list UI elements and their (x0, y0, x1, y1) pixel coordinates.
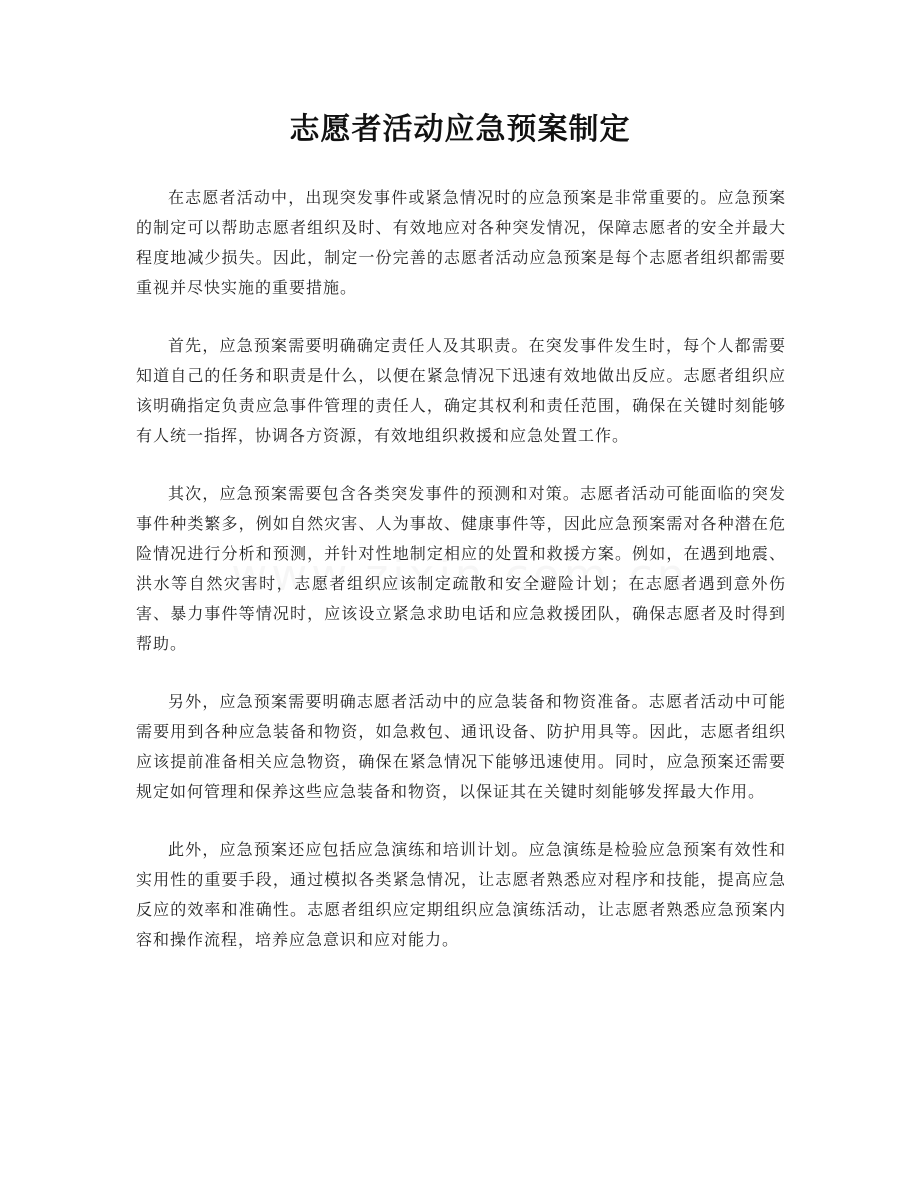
paragraph-responsibility: 首先，应急预案需要明确确定责任人及其职责。在突发事件发生时，每个人都需要知道自己的任务和职责是什么，以便在紧急情况下迅速有效地做出反应。志愿者组织应该明确指定负责应急事件管理的责任人，确定其权利和责任范围，确保在关键时刻能够有人统一指挥，协调各方资源，有效地组织救援和应急处置工作。 (136, 336, 786, 445)
document-title: 志愿者活动应急预案制定 (289, 112, 631, 147)
paragraph-intro: 在志愿者活动中，出现突发事件或紧急情况时的应急预案是非常重要的。应急预案的制定可以帮助志愿者组织及时、有效地应对各种突发情况，保障志愿者的安全并最大程度地减少损失。因此，制定一份完善的志愿者活动应急预案是每个志愿者组织都需要重视并尽快实施的重要措施。 (136, 188, 786, 297)
paragraph-prediction: 其次，应急预案需要包含各类突发事件的预测和对策。志愿者活动可能面临的突发事件种类繁多，例如自然灾害、人为事故、健康事件等，因此应急预案需对各种潜在危险情况进行分析和预测，并针对性地制定相应的处置和救援方案。例如，在遇到地震、洪水等自然灾害时，志愿者组织应该制定疏散和安全避险计划；在志愿者遇到意外伤害、暴力事件等情况时，应该设立紧急求助电话和应急救援团队，确保志愿者及时得到帮助。 (136, 484, 786, 653)
document-body (136, 183, 786, 983)
paragraph-equipment: 另外，应急预案需要明确志愿者活动中的应急装备和物资准备。志愿者活动中可能需要用到各种应急装备和物资，如急救包、通讯设备、防护用具等。因此，志愿者组织应该提前准备相关应急物资，确保在紧急情况下能够迅速使用。同时，应急预案还需要规定如何管理和保养这些应急装备和物资，以保证其在关键时刻能够发挥最大作用。 (136, 692, 786, 801)
paragraph-drills: 此外，应急预案还应包括应急演练和培训计划。应急演练是检验应急预案有效性和实用性的重要手段，通过模拟各类紧急情况，让志愿者熟悉应对程序和技能，提高应急反应的效率和准确性。志愿者组织应定期组织应急演练活动，让志愿者熟悉应急预案内容和操作流程，培养应急意识和应对能力。 (136, 840, 786, 949)
